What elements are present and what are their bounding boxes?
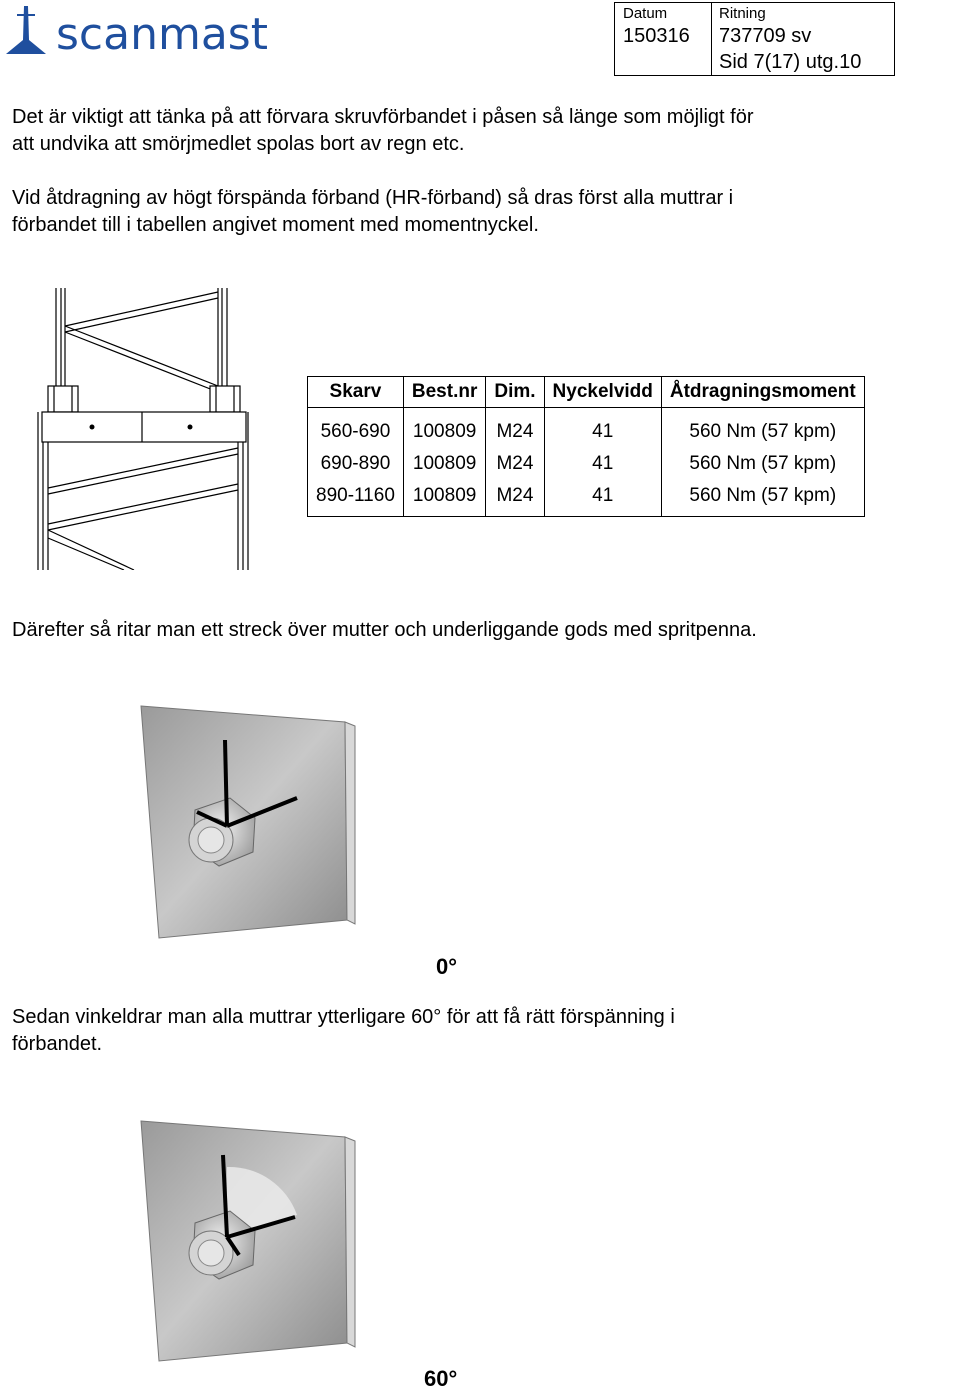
header-best-nr: Best.nr <box>403 377 485 408</box>
table-cell: 41 <box>544 480 661 517</box>
table-cell: 41 <box>544 448 661 480</box>
datum-label: Datum <box>623 5 668 22</box>
header-atdragningsmoment: Åtdragningsmoment <box>661 377 864 408</box>
paragraph-storage-note <box>12 104 942 158</box>
angle-label-60: 60° <box>424 1366 458 1391</box>
table-cell: 690-890 <box>308 448 404 480</box>
table-cell: 560 Nm (57 kpm) <box>661 448 864 480</box>
paragraph-rotation-note <box>12 1004 942 1058</box>
mast-joint-drawing <box>34 288 254 570</box>
header-skarv: Skarv <box>308 377 404 408</box>
header-dim: Dim. <box>486 377 544 408</box>
paragraph-line: Sedan vinkeldrar man alla muttrar ytterligare 60° för att få rätt förspänning i <box>12 1006 675 1028</box>
table-cell: 890-1160 <box>308 480 404 517</box>
table-cell: 41 <box>544 408 661 449</box>
table-cell: 560-690 <box>308 408 404 449</box>
ritning-label: Ritning <box>719 5 766 22</box>
table-cell: 100809 <box>403 408 485 449</box>
table-cell: 100809 <box>403 480 485 517</box>
table-cell: M24 <box>486 408 544 449</box>
table-cell: M24 <box>486 448 544 480</box>
page-number: Sid 7(17) utg.10 <box>719 51 862 73</box>
paragraph-line: Det är viktigt att tänka på att förvara skruvförbandet i påsen så länge som möjligt för <box>12 106 754 128</box>
info-box-divider <box>711 3 712 75</box>
paragraph-line: förbandet. <box>12 1033 103 1055</box>
ritning-value: 737709 sv <box>719 25 812 47</box>
header-nyckelvidd: Nyckelvidd <box>544 377 661 408</box>
document-info-box <box>614 2 895 76</box>
scanmast-logo <box>6 4 296 56</box>
paragraph-line: Vid åtdragning av högt förspända förband (HR-förband) så dras först alla muttrar i <box>12 187 734 209</box>
table-row <box>308 448 865 480</box>
angle-label-0: 0° <box>436 954 458 979</box>
nut-figure-0-degrees <box>135 700 360 945</box>
mast-logo-icon <box>6 6 46 54</box>
table-header-row <box>308 377 865 408</box>
table-cell: 100809 <box>403 448 485 480</box>
table-cell: 560 Nm (57 kpm) <box>661 408 864 449</box>
paragraph-tightening-note <box>12 185 942 239</box>
table-cell: M24 <box>486 480 544 517</box>
logo-text: scanmast <box>56 9 268 56</box>
table-row <box>308 480 865 517</box>
datum-value: 150316 <box>623 25 690 47</box>
table-row <box>308 408 865 449</box>
paragraph-line: att undvika att smörjmedlet spolas bort av regn etc. <box>12 133 465 155</box>
nut-figure-60-degrees <box>135 1115 360 1365</box>
paragraph-marking-note: Därefter så ritar man ett streck över mutter och underliggande gods med spritpenna. <box>12 619 757 641</box>
table-cell: 560 Nm (57 kpm) <box>661 480 864 517</box>
torque-table <box>307 376 865 517</box>
paragraph-line: förbandet till i tabellen angivet moment med momentnyckel. <box>12 214 539 236</box>
